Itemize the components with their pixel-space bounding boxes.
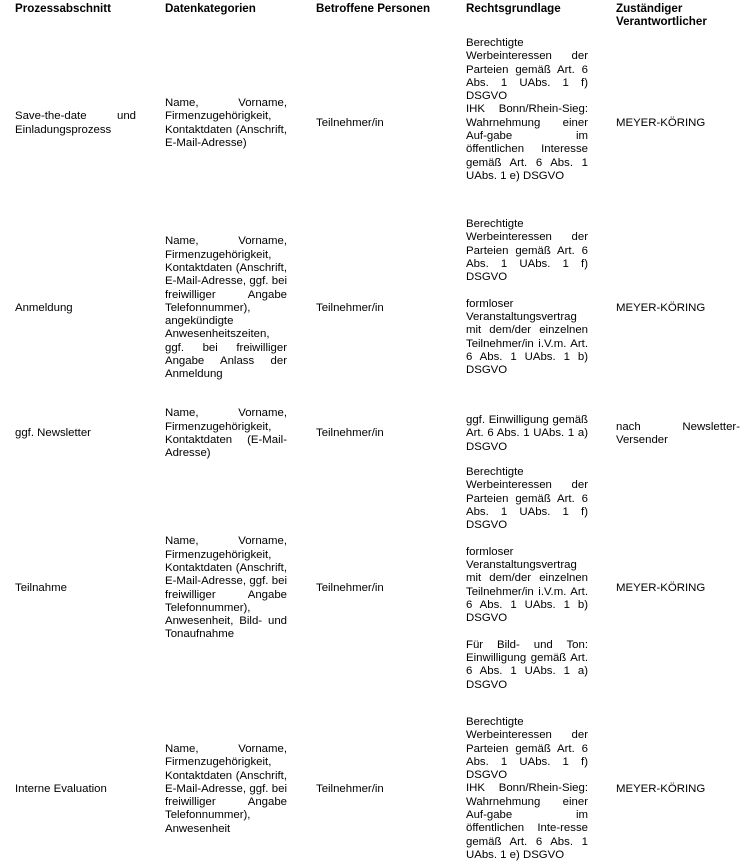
table-row — [0, 464, 752, 713]
cell-betroffene-personen — [301, 34, 452, 213]
cell-verantwortlicher — [602, 464, 752, 713]
cell-prozessabschnitt — [0, 464, 151, 713]
table-row — [0, 213, 752, 404]
header-row — [0, 0, 752, 34]
header-prozessabschnitt — [0, 0, 151, 34]
header-verantwortlicher — [602, 0, 752, 34]
header-betroffene-personen — [301, 0, 452, 34]
header-datenkategorien-label: Datenkategorien — [165, 2, 256, 15]
cell-betroffene-personen — [301, 404, 452, 464]
prozessabschnitt-text: ggf. Newsletter — [15, 427, 91, 440]
rechtsgrundlage-paragraph: Berechtigte Werbeinteressen der Parteien gemäß Art. 6 Abs. 1 UAbs. 1 f) DSGVO — [466, 218, 588, 284]
rechtsgrundlage-paragraph: Berechtigte Werbeinteressen der Parteien gemäß Art. 6 Abs. 1 UAbs. 1 f) DSGVO — [466, 716, 588, 782]
cell-datenkategorien — [151, 213, 301, 404]
verantwortlicher-text: MEYER-KÖRING — [616, 581, 706, 594]
verantwortlicher-text: nach Newsletter-Versender — [616, 420, 740, 446]
cell-rechtsgrundlage — [452, 404, 602, 464]
datenkategorien-text: Name, Vorname, Firmenzugehörigkeit, Kontaktdaten (Anschrift, E-Mail-Adresse, ggf. bei freiwilliger Angabe Telefonnummer), Anwesenheit, Bild- und Tonaufnahme — [165, 535, 287, 641]
rechtsgrundlage-paragraph: formloser Veranstaltungsvertrag mit dem/der einzelnen Teilnehmer/in i.V.m. Art. 6 Abs. 1 UAbs. 1 b) DSGVO — [466, 297, 588, 377]
cell-datenkategorien — [151, 404, 301, 464]
table-body — [0, 34, 752, 866]
datenkategorien-text: Name, Vorname, Firmenzugehörigkeit, Kontaktdaten (E-Mail-Adresse) — [165, 407, 287, 460]
cell-datenkategorien — [151, 713, 301, 866]
cell-betroffene-personen — [301, 464, 452, 713]
betroffene-personen-text: Teilnehmer/in — [316, 427, 384, 440]
verantwortlicher-text: MEYER-KÖRING — [616, 782, 706, 795]
header-datenkategorien — [151, 0, 301, 34]
prozessabschnitt-text: Interne Evaluation — [15, 782, 107, 795]
cell-prozessabschnitt — [0, 404, 151, 464]
header-rechtsgrundlage — [452, 0, 602, 34]
datenkategorien-text: Name, Vorname, Firmenzugehörigkeit, Kontaktdaten (Anschrift, E-Mail-Adresse) — [165, 96, 287, 149]
datenkategorien-text: Name, Vorname, Firmenzugehörigkeit, Kontaktdaten (Anschrift, E-Mail-Adresse, ggf. bei freiwilliger Angabe Telefonnummer), angekündigte Anwesenheitszeiten, ggf. bei freiwilliger Angabe Anlass der Anmeldung — [165, 235, 287, 381]
table-row — [0, 713, 752, 866]
cell-rechtsgrundlage — [452, 34, 602, 213]
datenkategorien-text: Name, Vorname, Firmenzugehörigkeit, Kontaktdaten (Anschrift, E-Mail-Adresse, ggf. bei freiwilliger Angabe Telefonnummer), Anwesenheit — [165, 742, 287, 835]
betroffene-personen-text: Teilnehmer/in — [316, 301, 384, 314]
header-prozessabschnitt-label: Prozessabschnitt — [15, 2, 111, 15]
table-row — [0, 34, 752, 213]
cell-verantwortlicher — [602, 404, 752, 464]
verantwortlicher-text: MEYER-KÖRING — [616, 301, 706, 314]
rechtsgrundlage-paragraph: IHK Bonn/Rhein-Sieg: Wahrnehmung einer Auf-gabe im öffentlichen Inte-resse gemäß Art. 6 Abs. 1 UAbs. 1 e) DSGVO — [466, 782, 588, 861]
prozessabschnitt-text: Teilnahme — [15, 581, 67, 594]
table-row — [0, 404, 752, 464]
cell-betroffene-personen — [301, 213, 452, 404]
table-header — [0, 0, 752, 34]
cell-verantwortlicher — [602, 213, 752, 404]
cell-betroffene-personen — [301, 713, 452, 866]
header-verantwortlicher-label: Zuständiger Verantwortlicher — [616, 2, 707, 29]
header-rechtsgrundlage-label: Rechtsgrundlage — [466, 2, 561, 15]
rechtsgrundlage-paragraph: Berechtigte Werbeinteressen der Parteien gemäß Art. 6 Abs. 1 UAbs. 1 f) DSGVO — [466, 466, 588, 532]
betroffene-personen-text: Teilnehmer/in — [316, 116, 384, 129]
cell-prozessabschnitt — [0, 713, 151, 866]
header-betroffene-personen-label: Betroffene Personen — [316, 2, 431, 15]
rechtsgrundlage-paragraph: formloser Veranstaltungsvertrag mit dem/der einzelnen Teilnehmer/in i.V.m. Art. 6 Abs. 1 UAbs. 1 b) DSGVO — [466, 545, 588, 625]
cell-rechtsgrundlage — [452, 213, 602, 404]
cell-verantwortlicher — [602, 713, 752, 866]
cell-datenkategorien — [151, 464, 301, 713]
rechtsgrundlage-paragraph: Berechtigte Werbeinteressen der Parteien gemäß Art. 6 Abs. 1 UAbs. 1 f) DSGVO — [466, 37, 588, 103]
verantwortlicher-text: MEYER-KÖRING — [616, 116, 706, 129]
cell-prozessabschnitt — [0, 213, 151, 404]
rechtsgrundlage-paragraph: Für Bild- und Ton: Einwilligung gemäß Art. 6 Abs. 1 UAbs. 1 a) DSGVO — [466, 638, 588, 691]
cell-prozessabschnitt — [0, 34, 151, 213]
cell-datenkategorien — [151, 34, 301, 213]
cell-rechtsgrundlage — [452, 713, 602, 866]
rechtsgrundlage-paragraph: IHK Bonn/Rhein-Sieg: Wahrnehmung einer Auf-gabe im öffentlichen Interesse gemäß Art. 6 Abs. 1 UAbs. 1 e) DSGVO — [466, 103, 588, 182]
betroffene-personen-text: Teilnehmer/in — [316, 581, 384, 594]
cell-rechtsgrundlage — [452, 464, 602, 713]
rechtsgrundlage-paragraph: ggf. Einwilligung gemäß Art. 6 Abs. 1 UAbs. 1 a) DSGVO — [466, 414, 588, 453]
prozessabschnitt-text: Anmeldung — [15, 301, 73, 314]
cell-verantwortlicher — [602, 34, 752, 213]
prozessabschnitt-text: Save-the-date und Einladungsprozess — [15, 110, 136, 136]
betroffene-personen-text: Teilnehmer/in — [316, 782, 384, 795]
